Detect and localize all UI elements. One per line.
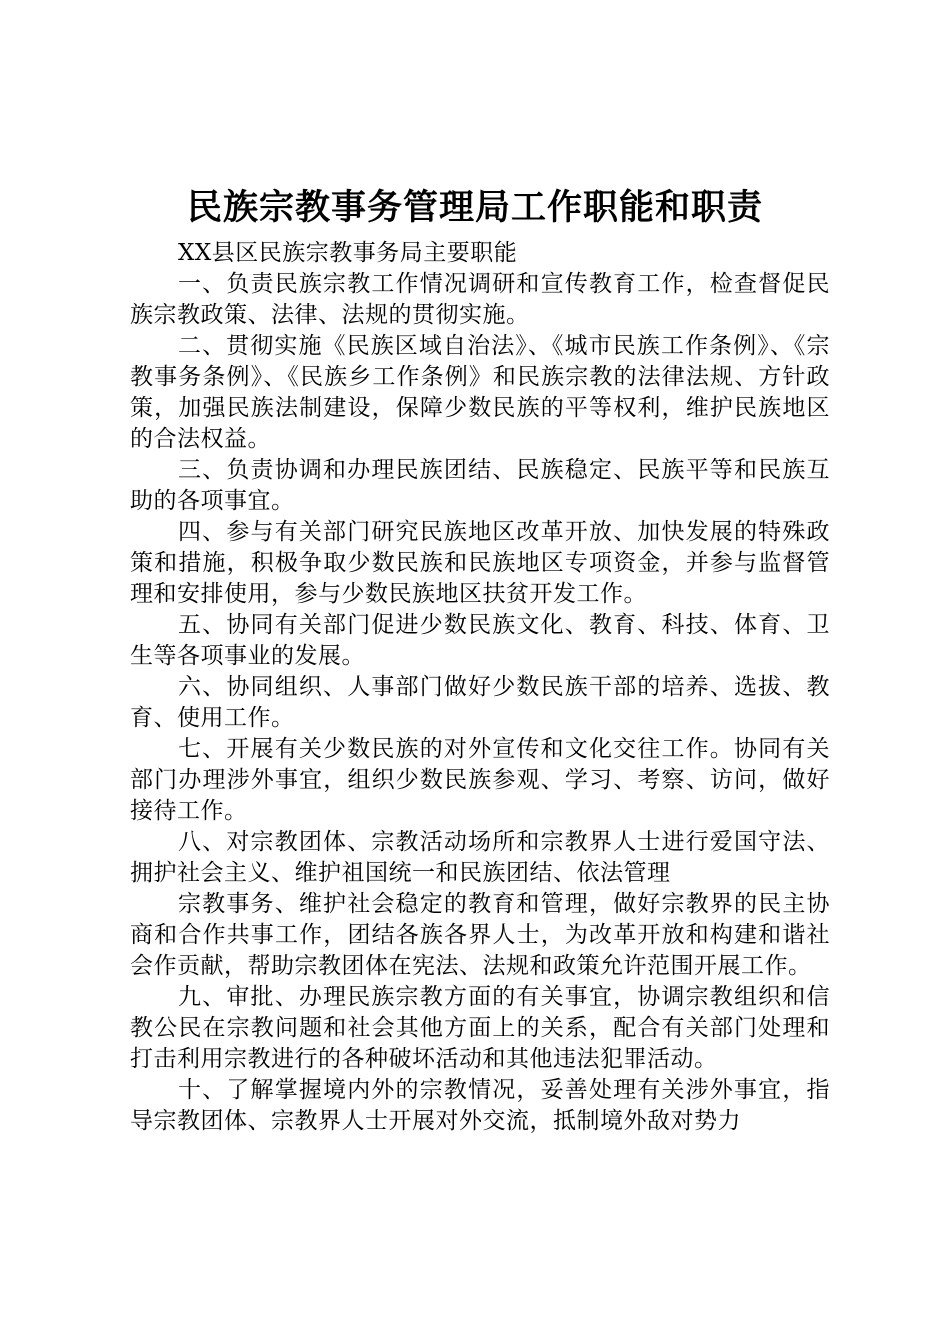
paragraph-8-continued: 宗教事务、维护社会稳定的教育和管理，做好宗教界的民主协商和合作共事工作，团结各族各界人士，为改革开放和构建和谐社会作贡献，帮助宗教团体在宪法、法规和政策允许范围开展工作。: [130, 891, 830, 979]
paragraph-5: 五、协同有关部门促进少数民族文化、教育、科技、体育、卫生等各项事业的发展。: [130, 612, 830, 669]
paragraph-2: 二、贯彻实施《民族区域自治法》、《城市民族工作条例》、《宗教事务条例》、《民族乡工作条例》和民族宗教的法律法规、方针政策，加强民族法制建设，保障少数民族的平等权利，维护民族地区的合法权益。: [130, 333, 830, 452]
paragraph-1: 一、负责民族宗教工作情况调研和宣传教育工作，检查督促民族宗教政策、法律、法规的贯彻实施。: [130, 271, 830, 328]
paragraph-8: 八、对宗教团体、宗教活动场所和宗教界人士进行爱国守法、拥护社会主义、维护祖国统一和民族团结、依法管理: [130, 829, 830, 886]
paragraph-6: 六、协同组织、人事部门做好少数民族干部的培养、选拔、教育、使用工作。: [130, 674, 830, 731]
document-body: [130, 238, 830, 1137]
document-subtitle: XX县区民族宗教事务局主要职能: [178, 240, 518, 266]
document-title: 民族宗教事务管理局工作职能和职责: [186, 187, 763, 228]
paragraph-10: 十、了解掌握境内外的宗教情况，妥善处理有关涉外事宜，指导宗教团体、宗教界人士开展对外交流，抵制境外敌对势力: [130, 1077, 830, 1134]
paragraph-7: 七、开展有关少数民族的对外宣传和文化交往工作。协同有关部门办理涉外事宜，组织少数民族参观、学习、考察、访问，做好接待工作。: [130, 736, 830, 824]
paragraph-4: 四、参与有关部门研究民族地区改革开放、加快发展的特殊政策和措施，积极争取少数民族和民族地区专项资金，并参与监督管理和安排使用，参与少数民族地区扶贫开发工作。: [130, 519, 830, 607]
paragraph-3: 三、负责协调和办理民族团结、民族稳定、民族平等和民族互助的各项事宜。: [130, 457, 830, 514]
paragraph-9: 九、审批、办理民族宗教方面的有关事宜，协调宗教组织和信教公民在宗教问题和社会其他方面上的关系，配合有关部门处理和打击利用宗教进行的各种破坏活动和其他违法犯罪活动。: [130, 984, 830, 1072]
